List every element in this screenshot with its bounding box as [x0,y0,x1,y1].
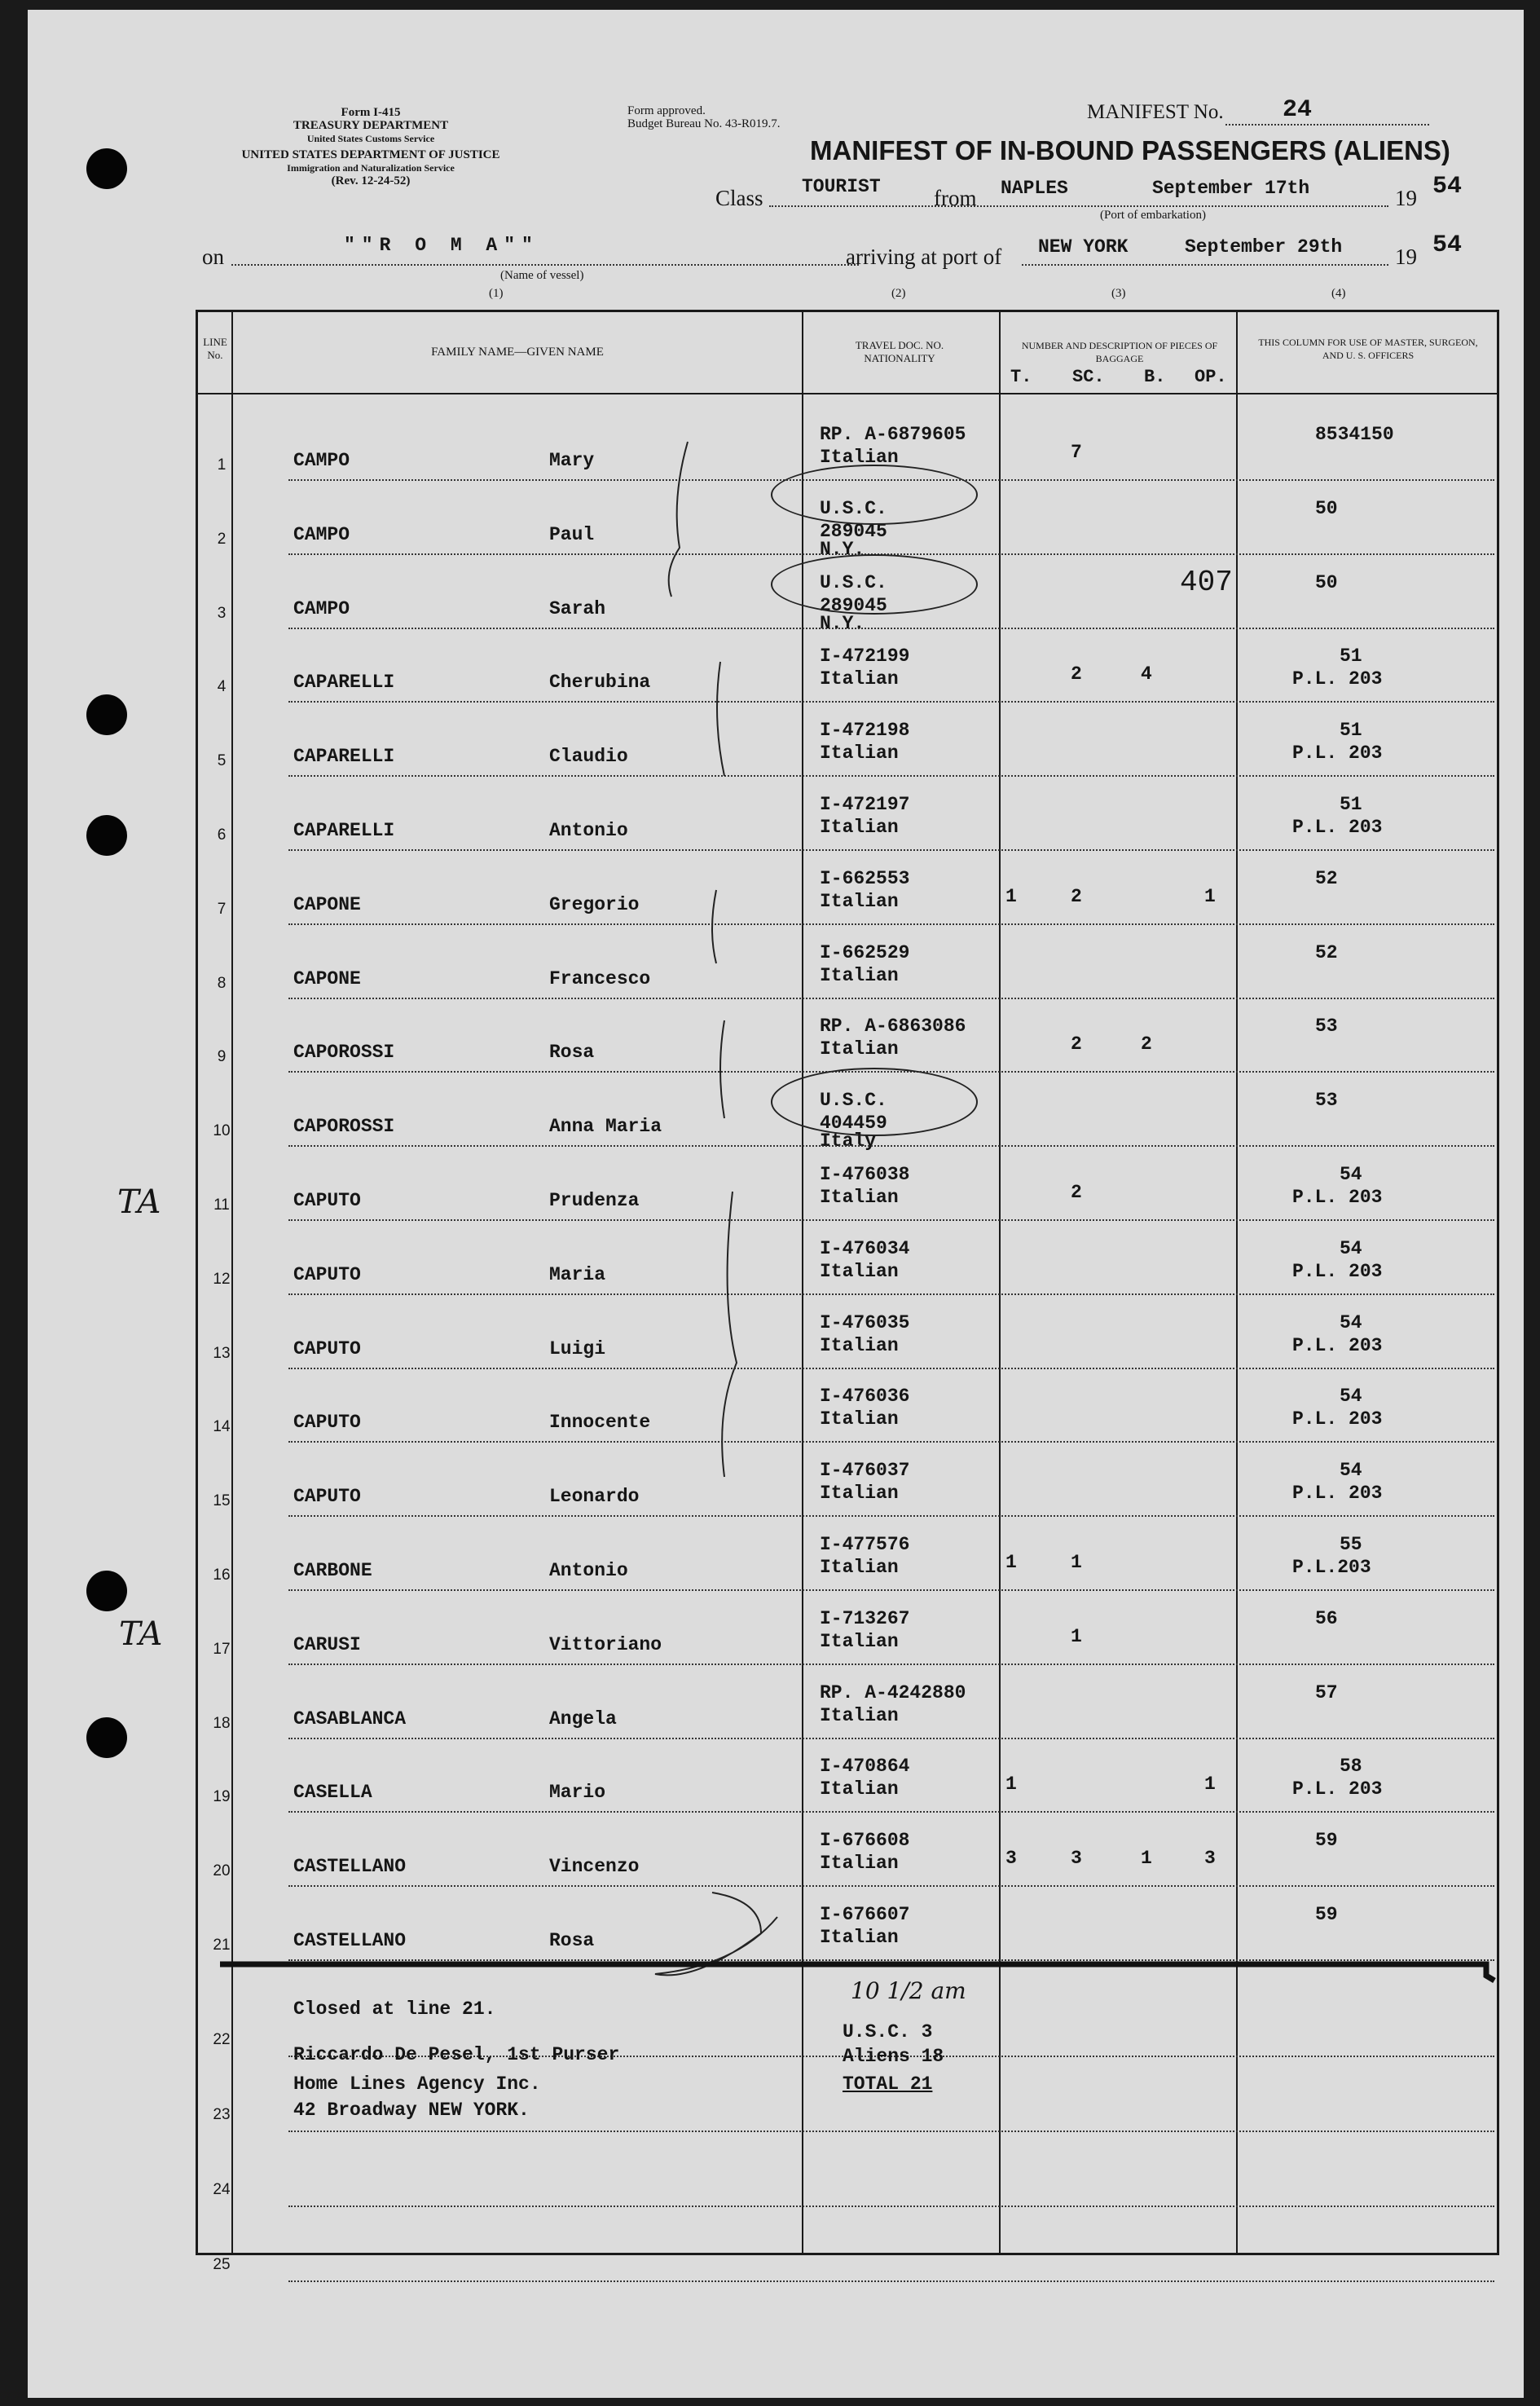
form-number: Form I-415 [341,106,401,119]
form-approved-line: Form approved. [627,104,706,117]
depart-date: September 17th [1152,178,1310,199]
line-number: 12 [213,1270,231,1288]
officer-note: P.L. 203 [1292,1483,1383,1505]
travel-doc-number: RP. A-6863086 [820,1016,966,1038]
nationality: Italian [820,447,899,468]
family-name: CAPONE [293,893,361,915]
baggage-count: 1 [1071,1625,1082,1647]
nationality: Italian [820,1260,899,1282]
bag-sub-sc: SC. [1072,367,1105,387]
travel-doc-number: I-472197 [820,794,910,815]
given-name: Antonio [549,1560,628,1581]
manifest-number: 24 [1283,96,1313,124]
family-bracket [717,662,724,776]
manifest-sheet [28,10,1524,2398]
officer-note: P.L. 203 [1292,668,1383,690]
family-name: CAMPO [293,450,350,471]
handwritten-ta: TA [119,1615,163,1653]
embark-port: NAPLES [1001,178,1068,199]
line-number: 10 [213,1122,231,1140]
family-name: CASELLA [293,1782,372,1804]
officer-note: P.L. 203 [1292,817,1383,838]
manifest-label: MANIFEST No. [1087,101,1224,123]
given-name: Anna Maria [549,1116,662,1138]
family-name: CAPUTO [293,1412,361,1434]
nationality: Italian [820,1630,899,1652]
class-value: TOURIST [802,176,881,197]
family-name: CAPUTO [293,1337,361,1359]
given-name: Vittoriano [549,1633,662,1655]
family-name: CARUSI [293,1633,361,1655]
customs-service: United States Customs Service [306,133,435,144]
officer-note: P.L. 203 [1292,1187,1383,1208]
class-label: Class [715,186,763,210]
travel-doc-number: I-476035 [820,1311,910,1333]
family-name: CASTELLANO [293,1930,407,1951]
travel-doc-number: I-676607 [820,1904,910,1925]
line-number: 6 [217,826,227,844]
year-prefix-2: 19 [1395,245,1417,269]
line-number: 15 [213,1492,231,1510]
line-number: 22 [213,2031,231,2048]
officer-note: 57 [1315,1681,1338,1703]
col-header-travel-doc: TRAVEL DOC. NO. NATIONALITY [855,339,944,364]
family-bracket [722,1192,737,1477]
line-number: 5 [217,752,227,770]
given-name: Angela [549,1708,617,1730]
nationality: Italian [820,817,899,838]
given-name: Rosa [549,1042,595,1064]
family-name: CAPARELLI [293,672,395,694]
baggage-count: 2 [1071,1033,1082,1055]
ins-service: Immigration and Naturalization Service [287,162,455,174]
col-num-1: (1) [489,287,504,300]
given-name: Vincenzo [549,1856,640,1878]
given-name: Claudio [549,746,628,768]
line-number: 9 [217,1048,227,1066]
nationality: Italian [820,1408,899,1430]
family-name: CAMPO [293,597,350,619]
baggage-count: 1 [1005,885,1017,907]
travel-doc-number: U.S.C. [820,1090,887,1112]
travel-doc-number: RP. A-4242880 [820,1681,966,1703]
baggage-count: 3 [1005,1848,1017,1870]
officer-code: 54 [1340,1311,1362,1333]
officer-note: 56 [1315,1607,1338,1629]
nationality: Italian [820,1853,899,1875]
given-name: Paul [549,523,595,545]
officer-note: 52 [1315,941,1338,963]
given-name: Prudenza [549,1190,640,1211]
nationality: Italian [820,964,899,986]
line-number: 7 [217,900,227,918]
baggage-count: 2 [1071,663,1082,685]
officer-code: 54 [1340,1386,1362,1408]
line-number: 4 [217,678,227,696]
handwriting-marks [28,10,1524,2398]
officer-note: 53 [1315,1016,1338,1038]
arrival-date: September 29th [1185,236,1343,258]
stamp-407: 407 [1180,566,1233,599]
family-bracket [669,442,688,597]
line-number: 17 [213,1640,231,1658]
officer-code: 51 [1340,794,1362,815]
nationality-detail: N.Y. [820,538,865,560]
family-name: CAPUTO [293,1190,361,1211]
travel-doc-number: I-662529 [820,941,910,963]
travel-doc-number: RP. A-6879605 [820,424,966,445]
given-name: Gregorio [549,893,640,915]
vessel-caption: (Name of vessel) [500,269,584,282]
nationality: Italian [820,1334,899,1356]
nationality: Italian [820,743,899,765]
baggage-count: 2 [1141,1033,1152,1055]
line-number: 20 [213,1862,231,1880]
purser-name: Riccardo De Pesel, 1st Purser [293,2044,620,2065]
officer-note: P.L. 203 [1292,1260,1383,1282]
line-number: 1 [217,456,227,474]
family-bracket [720,1020,724,1118]
baggage-count: 7 [1071,442,1082,463]
given-name: Francesco [549,967,651,989]
officer-code: 58 [1340,1756,1362,1778]
port-caption: (Port of embarkation) [1100,209,1206,222]
nationality: Italian [820,1038,899,1060]
nationality: Italian [820,668,899,690]
line-number: 21 [213,1937,231,1954]
line-number: 11 [213,1196,230,1214]
nationality: 289045 [820,520,887,542]
col-num-4: (4) [1331,287,1346,300]
travel-doc-number: I-476036 [820,1386,910,1408]
arriving-label: arriving at port of [846,245,1002,269]
year-1: 54 [1432,173,1463,200]
baggage-count: 2 [1071,1182,1082,1203]
handwritten-ta: TA [117,1183,161,1221]
given-name: Mary [549,450,595,471]
line-number: 18 [213,1714,231,1732]
col-num-2: (2) [891,287,906,300]
nationality: Italian [820,1557,899,1578]
nationality: Italian [820,1187,899,1208]
given-name: Rosa [549,1930,595,1951]
line-number: 8 [217,974,227,992]
line-number: 13 [213,1344,231,1362]
nationality: Italian [820,890,899,912]
travel-doc-number: I-476034 [820,1237,910,1259]
from-label: from [934,186,977,210]
handwritten-time: 10 1/2 am [851,1977,966,2004]
nationality-detail: Italy [820,1130,877,1152]
nationality: Italian [820,1483,899,1505]
officer-note: 59 [1315,1904,1338,1925]
officer-note: P.L. 203 [1292,1408,1383,1430]
justice-dept: UNITED STATES DEPARTMENT OF JUSTICE [241,148,500,161]
bag-sub-op: OP. [1195,367,1227,387]
family-name: CAPOROSSI [293,1116,395,1138]
given-name: Mario [549,1782,606,1804]
manifest-title: MANIFEST OF IN-BOUND PASSENGERS (ALIENS) [810,135,1450,165]
aliens-count: Aliens 18 [843,2046,944,2067]
given-name: Sarah [549,597,606,619]
officer-note: 8534150 [1315,424,1394,445]
nationality: Italian [820,1927,899,1948]
travel-doc-number: I-477576 [820,1534,910,1555]
officer-code: 54 [1340,1460,1362,1482]
officer-note: P.L. 203 [1292,1334,1383,1356]
line-number: 3 [217,604,227,622]
baggage-count: 3 [1204,1848,1216,1870]
given-name: Maria [549,1263,606,1285]
travel-doc-number: I-472198 [820,720,910,742]
family-name: CAPARELLI [293,820,395,841]
closing-line [220,1964,1494,1981]
baggage-count: 2 [1071,885,1082,907]
closed-at-line: Closed at line 21. [293,1998,496,2020]
col-header-baggage: NUMBER AND DESCRIPTION OF PIECES OF BAGGAGE [1021,340,1218,364]
nationality: 404459 [820,1113,887,1135]
travel-doc-number: I-476037 [820,1460,910,1482]
bag-sub-t: T. [1010,367,1032,387]
line-number: 14 [213,1418,231,1436]
col-header-officers: THIS COLUMN FOR USE OF MASTER, SURGEON, AND U. S. OFFICERS [1258,337,1478,361]
family-name: CAMPO [293,523,350,545]
year-prefix-1: 19 [1395,186,1417,210]
line-number: 24 [213,2181,231,2198]
line-number: 2 [217,530,227,548]
col-num-3: (3) [1111,287,1126,300]
family-name: CAPOROSSI [293,1042,395,1064]
officer-note: P.L. 203 [1292,743,1383,765]
travel-doc-number: I-713267 [820,1607,910,1629]
officer-code: 51 [1340,720,1362,742]
nationality: Italian [820,1704,899,1726]
on-label: on [202,245,224,269]
col-header-name: FAMILY NAME—GIVEN NAME [431,346,604,359]
family-name: CARBONE [293,1560,372,1581]
officer-note: 52 [1315,867,1338,889]
baggage-count: 1 [1204,885,1216,907]
officer-note: P.L.203 [1292,1557,1371,1578]
given-name: Cherubina [549,672,651,694]
total-count: TOTAL 21 [843,2073,933,2095]
nationality: 289045 [820,594,887,616]
family-name: CAPUTO [293,1263,361,1285]
officer-note: 59 [1315,1830,1338,1852]
line-number: 16 [213,1567,231,1584]
family-name: CAPARELLI [293,746,395,768]
given-name: Leonardo [549,1486,640,1508]
travel-doc-number: I-476038 [820,1164,910,1185]
budget-bureau-line: Budget Bureau No. 43-R019.7. [627,117,781,130]
line-number: 25 [213,2256,231,2273]
revision-date: (Rev. 12-24-52) [331,174,411,187]
officer-code: 54 [1340,1237,1362,1259]
travel-doc-number: I-470864 [820,1756,910,1778]
family-name: CAPUTO [293,1486,361,1508]
year-2: 54 [1432,231,1463,259]
officer-note: P.L. 203 [1292,1778,1383,1800]
family-name: CASTELLANO [293,1856,407,1878]
travel-doc-number: U.S.C. [820,571,887,593]
nationality-detail: N.Y. [820,612,865,634]
baggage-count: 1 [1005,1774,1017,1796]
baggage-count: 1 [1141,1848,1152,1870]
bag-sub-b: B. [1144,367,1166,387]
travel-doc-number: I-676608 [820,1830,910,1852]
baggage-count: 1 [1005,1552,1017,1573]
officer-note: 50 [1315,497,1338,519]
line-number: 23 [213,2106,231,2123]
nationality: Italian [820,1778,899,1800]
treasury-dept: TREASURY DEPARTMENT [293,119,449,132]
baggage-count: 1 [1204,1774,1216,1796]
col-header-line: LINE No. [203,336,227,361]
baggage-count: 3 [1071,1848,1082,1870]
officer-code: 54 [1340,1164,1362,1185]
line-number: 19 [213,1788,231,1806]
travel-doc-number: I-472199 [820,646,910,668]
officer-code: 51 [1340,646,1362,668]
agency-address: 42 Broadway NEW YORK. [293,2100,530,2121]
travel-doc-number: U.S.C. [820,497,887,519]
vessel-name: ""R O M A"" [344,235,539,256]
family-name: CASABLANCA [293,1708,407,1730]
officer-note: 50 [1315,571,1338,593]
officer-code: 55 [1340,1534,1362,1555]
family-bracket [712,890,716,963]
family-name: CAPONE [293,967,361,989]
given-name: Antonio [549,820,628,841]
baggage-count: 1 [1071,1552,1082,1573]
usc-count: U.S.C. 3 [843,2021,933,2042]
baggage-count: 4 [1141,663,1152,685]
agency-name: Home Lines Agency Inc. [293,2073,541,2095]
given-name: Innocente [549,1412,651,1434]
officer-note: 53 [1315,1090,1338,1112]
given-name: Luigi [549,1337,606,1359]
travel-doc-number: I-662553 [820,867,910,889]
arrival-port: NEW YORK [1038,236,1129,258]
